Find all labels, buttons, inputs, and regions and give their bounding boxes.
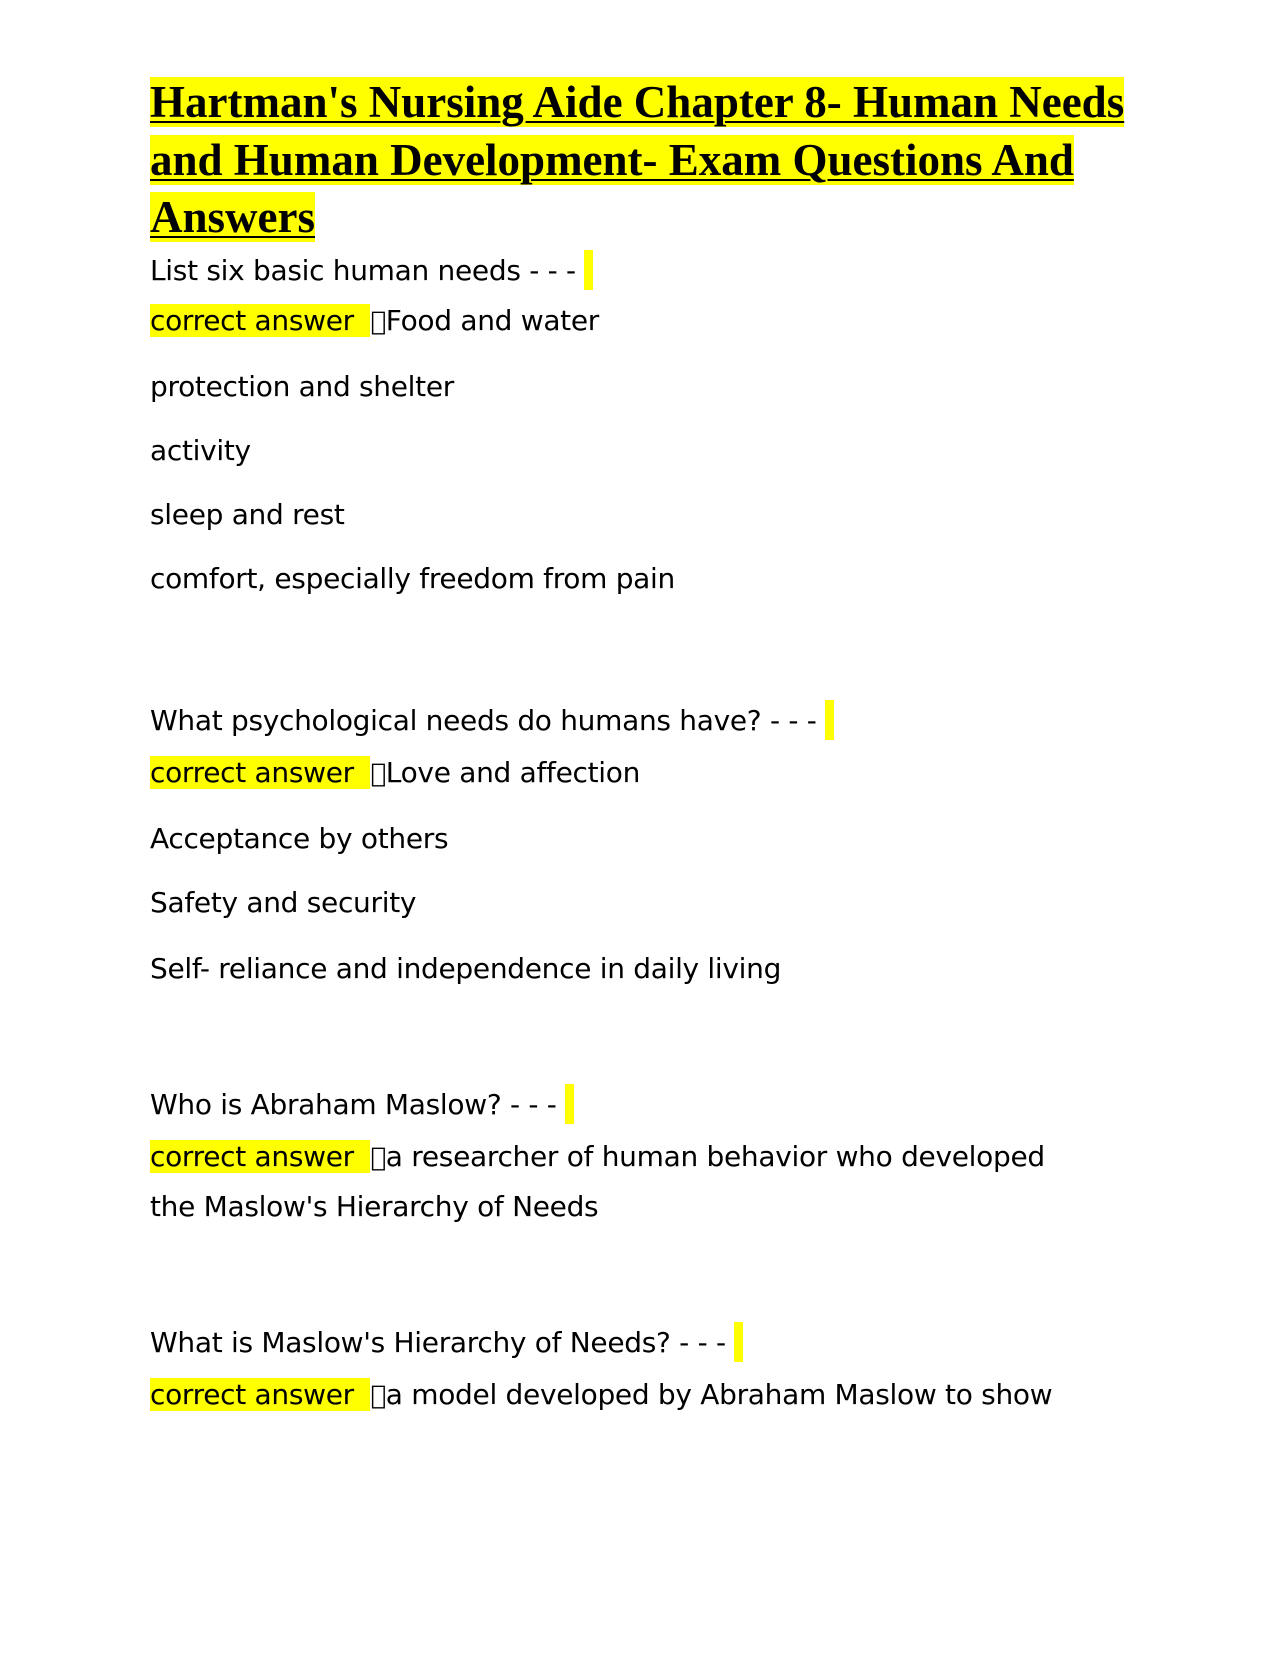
question-4-text: What is Maslow's Hierarchy of Needs? - - -	[150, 1326, 726, 1359]
correct-answer-label: correct answer	[150, 1140, 370, 1173]
answer-glyph-icon	[370, 1141, 385, 1175]
highlight-marker	[734, 1322, 743, 1362]
document-title	[150, 74, 1130, 247]
document-title-text: Hartman's Nursing Aide Chapter 8- Human Needs and Human Development- Exam Questions And Answers	[150, 77, 1125, 242]
answer-1-line-3: activity	[150, 434, 251, 467]
question-2-text: What psychological needs do humans have? - - -	[150, 704, 817, 737]
correct-answer-label: correct answer	[150, 304, 370, 337]
question-2	[150, 700, 834, 740]
answer-text: Love and affection	[370, 756, 625, 789]
answer-glyph-icon	[370, 1379, 385, 1413]
answer-1-line-5: comfort, especially freedom from pain	[150, 562, 675, 595]
question-4	[150, 1322, 743, 1362]
highlight-marker	[584, 250, 593, 290]
answer-2-line-1	[150, 756, 640, 791]
answer-text: a model developed by Abraham Maslow to show	[370, 1378, 1038, 1411]
answer-3-line-2: the Maslow's Hierarchy of Needs	[150, 1190, 599, 1223]
answer-3-line-1	[150, 1140, 1045, 1175]
answer-4-line-1	[150, 1378, 1052, 1413]
question-3-text: Who is Abraham Maslow? - - -	[150, 1088, 557, 1121]
answer-2-line-4: Self- reliance and independence in daily living	[150, 952, 782, 985]
correct-answer-label: correct answer	[150, 1378, 370, 1411]
answer-1-line-1	[150, 304, 599, 339]
answer-text: Food and water	[370, 304, 584, 337]
answer-glyph-icon	[370, 757, 385, 791]
answer-text: a researcher of human behavior who developed	[370, 1140, 1030, 1173]
correct-answer-label: correct answer	[150, 756, 370, 789]
answer-2-line-2: Acceptance by others	[150, 822, 449, 855]
question-3	[150, 1084, 574, 1124]
highlight-marker	[825, 700, 834, 740]
answer-2-line-3: Safety and security	[150, 886, 417, 919]
question-1-text: List six basic human needs - - -	[150, 254, 576, 287]
answer-1-line-2: protection and shelter	[150, 370, 454, 403]
question-1	[150, 250, 593, 290]
highlight-marker	[565, 1084, 574, 1124]
answer-1-line-4: sleep and rest	[150, 498, 345, 531]
answer-glyph-icon	[370, 305, 385, 339]
